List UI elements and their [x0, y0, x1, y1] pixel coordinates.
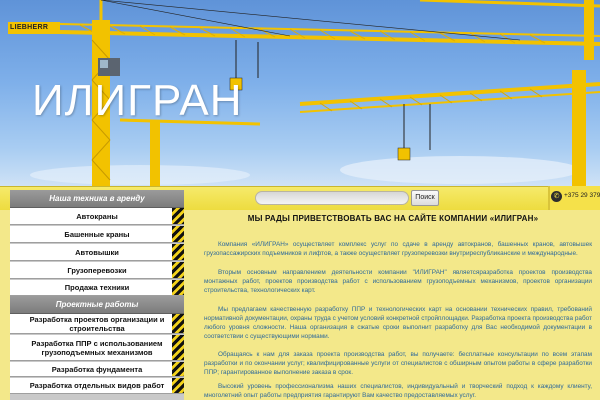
sidebar-item-label: Разработка проектов организации и строительства — [29, 314, 165, 333]
phone-icon: ✆ — [551, 191, 562, 202]
search-input[interactable] — [255, 191, 409, 205]
site-title: ИЛИГРАН — [32, 76, 243, 125]
sidebar-item-truck-cranes[interactable] — [10, 208, 184, 225]
content-paragraph: Высокий уровень профессионализма наших специалистов, индивидуальный и творческий подход к каждому клиенту, многолетний опыт работы предприятия гарантируют Вам качество предоставляемых услуг. — [204, 383, 592, 399]
hazard-stripe-icon — [172, 378, 184, 393]
hazard-stripe-icon — [172, 244, 184, 260]
page-title: МЫ РАДЫ ПРИВЕТСТВОВАТЬ ВАС НА САЙТЕ КОМПАНИИ «ИЛИГРАН» — [247, 214, 539, 223]
sidebar-item-label: Башенные краны — [64, 229, 130, 239]
sidebar-item-foundation[interactable] — [10, 362, 184, 377]
sidebar-section-rental-title: Наша техника в аренду — [10, 190, 184, 208]
hazard-stripe-icon — [172, 362, 184, 376]
content-paragraph: Обращаясь к нам для заказа проекта производства работ, вы получаете: бесплатные консультации по всем этапам разработки и по окончании услуг; квалифицированные услуги от специалистов с обширным опытом работы в сфере разработки ППР; гарантированное выполнение заказа в срок. — [204, 351, 592, 376]
hazard-stripe-icon — [172, 314, 184, 333]
sidebar-item-ppr-lifting[interactable] — [10, 335, 184, 361]
sidebar-item-aerial-platforms[interactable] — [10, 244, 184, 261]
intro-paragraph: Компания «ИЛИГРАН» осуществляет комплекс услуг по сдаче в аренду автокранов, башенных кранов, автовышек грузопассажирских подъемников и лифтов, а также осуществляет грузоперевозки внутриреспубликанские и международные. — [204, 241, 592, 257]
sidebar-item-label: Разработка фундамента — [51, 364, 143, 374]
hazard-stripe-icon — [172, 335, 184, 360]
sidebar-section-projects-title: Проектные работы — [10, 296, 184, 314]
sidebar-item-label: Автокраны — [76, 211, 118, 221]
search-button[interactable]: Поиск — [411, 190, 439, 206]
sidebar-item-label: Разработка отдельных видов работ — [29, 381, 165, 390]
sidebar-item-label: Разработка ППР с использованием грузоподъемных механизмов — [31, 338, 163, 357]
content-paragraph: Мы предлагаем качественную разработку ППР и технологических карт на основании технических правил, требований нормативной документации, охраны труда с учетом условий конкретной стройплощадки. Разработка проекта производства работ любого уровня сложности. Наша организация в сжатые сроки выполнит разработку для Вас необходимой документации в соответствии с существующими нормами. — [204, 306, 592, 340]
hazard-stripe-icon — [172, 262, 184, 278]
sidebar-item-label: Продажа техники — [64, 283, 130, 292]
sidebar-item-specific-works[interactable] — [10, 378, 184, 394]
hazard-stripe-icon — [172, 208, 184, 224]
hazard-stripe-icon — [172, 280, 184, 295]
sidebar-item-construction-projects[interactable] — [10, 314, 184, 334]
phone-number[interactable]: +375 29 379 — [564, 192, 600, 199]
sidebar-item-cargo-transport[interactable] — [10, 262, 184, 279]
sidebar-item-label: Грузоперевозки — [67, 265, 127, 275]
sidebar-item-label: Автовышки — [75, 247, 119, 257]
sidebar-item-equipment-sales[interactable] — [10, 280, 184, 296]
sidebar-item-tower-cranes[interactable] — [10, 226, 184, 243]
hazard-stripe-icon — [172, 226, 184, 242]
content-paragraph: Вторым основным направлением деятельности компании "ИЛИГРАН" являетсяразработка проектов производства монтажных работ, проектов производства работ с использованием грузоподъемных механизмов, проектов организации строительства, технологических карт. — [204, 269, 592, 294]
header-banner — [0, 0, 600, 186]
crane-brand-label: LIEBHERR — [10, 24, 49, 31]
